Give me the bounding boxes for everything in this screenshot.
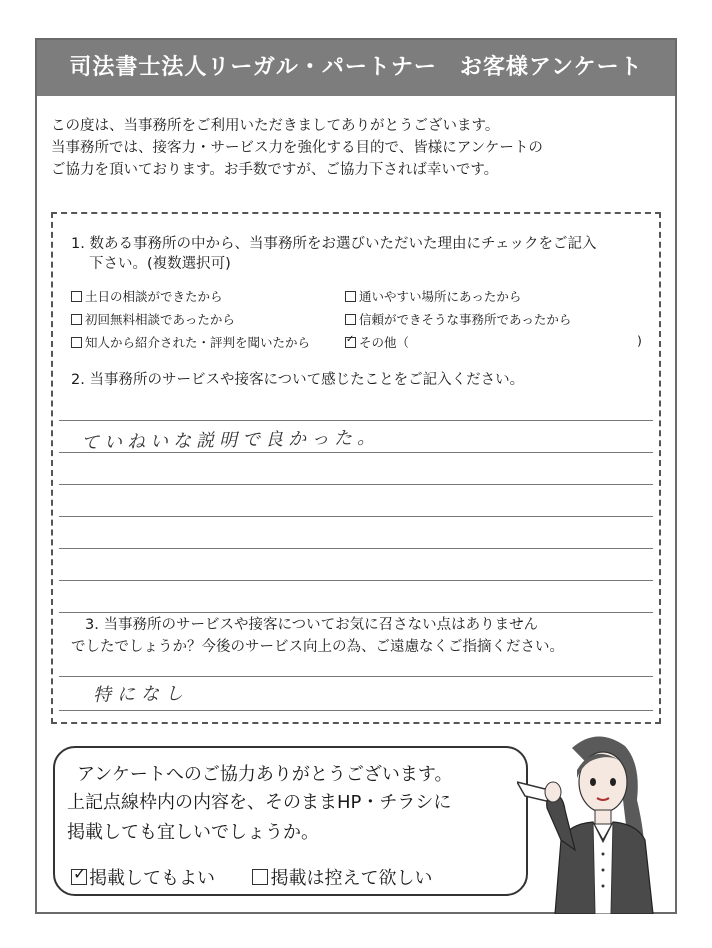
checkbox[interactable]: [71, 314, 82, 325]
checkbox[interactable]: [71, 337, 82, 348]
checkbox[interactable]: [345, 314, 356, 325]
staff-illustration-icon: [517, 730, 677, 914]
answer-line: [59, 710, 653, 711]
question-3: [71, 614, 645, 658]
closing-line-1: アンケートへのご協力ありがとうございます。: [77, 764, 453, 785]
closing-line-3: 掲載しても宜しいでしょうか。: [67, 822, 319, 843]
answer-line: [59, 676, 653, 677]
intro-line-3: ご協力を頂いております。お手数ですが、ご協力下されば幸いです。: [51, 162, 499, 178]
checkbox[interactable]: [71, 291, 82, 302]
question-3-handwritten-answer: 特になし: [92, 683, 190, 706]
option-label: 知人から紹介された・評判を聞いたから: [85, 335, 311, 350]
option-label: 信頼ができそうな事務所であったから: [359, 312, 572, 327]
option-location[interactable]: [345, 287, 521, 305]
question-2-handwritten-answer: ていねいな説明で良かった。: [80, 427, 381, 454]
question-3-line-1: 3. 当事務所のサービスや接客についてお気に召さない点はありません: [85, 617, 539, 633]
survey-sheet: [35, 38, 677, 914]
intro-text: [51, 115, 661, 181]
question-1-line-2: 下さい。(複数選択可): [89, 256, 231, 272]
choice-label: 掲載は控えて欲しい: [270, 868, 433, 889]
answer-line: [59, 452, 653, 453]
closing-line-2: 上記点線枠内の内容を、そのままHP・チラシに: [67, 792, 452, 813]
option-label: 初回無料相談であったから: [85, 312, 235, 327]
question-2: 2. 当事務所のサービスや接客について感じたことをご記入ください。: [71, 372, 525, 388]
survey-dashed-box: [51, 212, 661, 724]
answer-line: [59, 516, 653, 517]
answer-line: [59, 612, 653, 613]
choice-label: 掲載してもよい: [89, 868, 215, 889]
question-1-line-1: 1. 数ある事務所の中から、当事務所をお選びいただいた理由にチェックをご記入: [71, 236, 597, 252]
closing-speech-bubble: [53, 746, 528, 896]
option-other-close: ): [637, 333, 642, 348]
intro-line-2: 当事務所では、接客力・サービス力を強化する目的で、皆様にアンケートの: [51, 140, 543, 156]
publish-consent-choices: [71, 864, 432, 890]
option-weekend[interactable]: [71, 287, 223, 305]
option-referral[interactable]: [71, 333, 310, 351]
option-label: 通いやすい場所にあったから: [359, 289, 522, 304]
option-label: 土日の相談ができたから: [85, 289, 223, 304]
page-title: 司法書士法人リーガル・パートナー お客様アンケート: [37, 40, 675, 96]
option-label: その他（: [359, 335, 410, 350]
answer-line: [59, 580, 653, 581]
checkbox-checked[interactable]: [345, 337, 356, 348]
checkbox-checked[interactable]: [71, 869, 87, 885]
option-trust[interactable]: [345, 310, 571, 328]
checkbox[interactable]: [345, 291, 356, 302]
answer-line: [59, 420, 653, 421]
option-other[interactable]: [345, 333, 409, 351]
question-3-line-2: でしたでしょうか？今後のサービス向上の為、ご遠慮なくご指摘ください。: [71, 639, 564, 655]
answer-line: [59, 484, 653, 485]
option-free-consult[interactable]: [71, 310, 235, 328]
choice-publish-ok[interactable]: [71, 868, 221, 889]
intro-line-1: この度は、当事務所をご利用いただきましてありがとうございます。: [51, 118, 500, 134]
question-1: [71, 234, 661, 274]
checkbox[interactable]: [252, 869, 268, 885]
choice-publish-ng[interactable]: [252, 868, 432, 889]
answer-line: [59, 548, 653, 549]
